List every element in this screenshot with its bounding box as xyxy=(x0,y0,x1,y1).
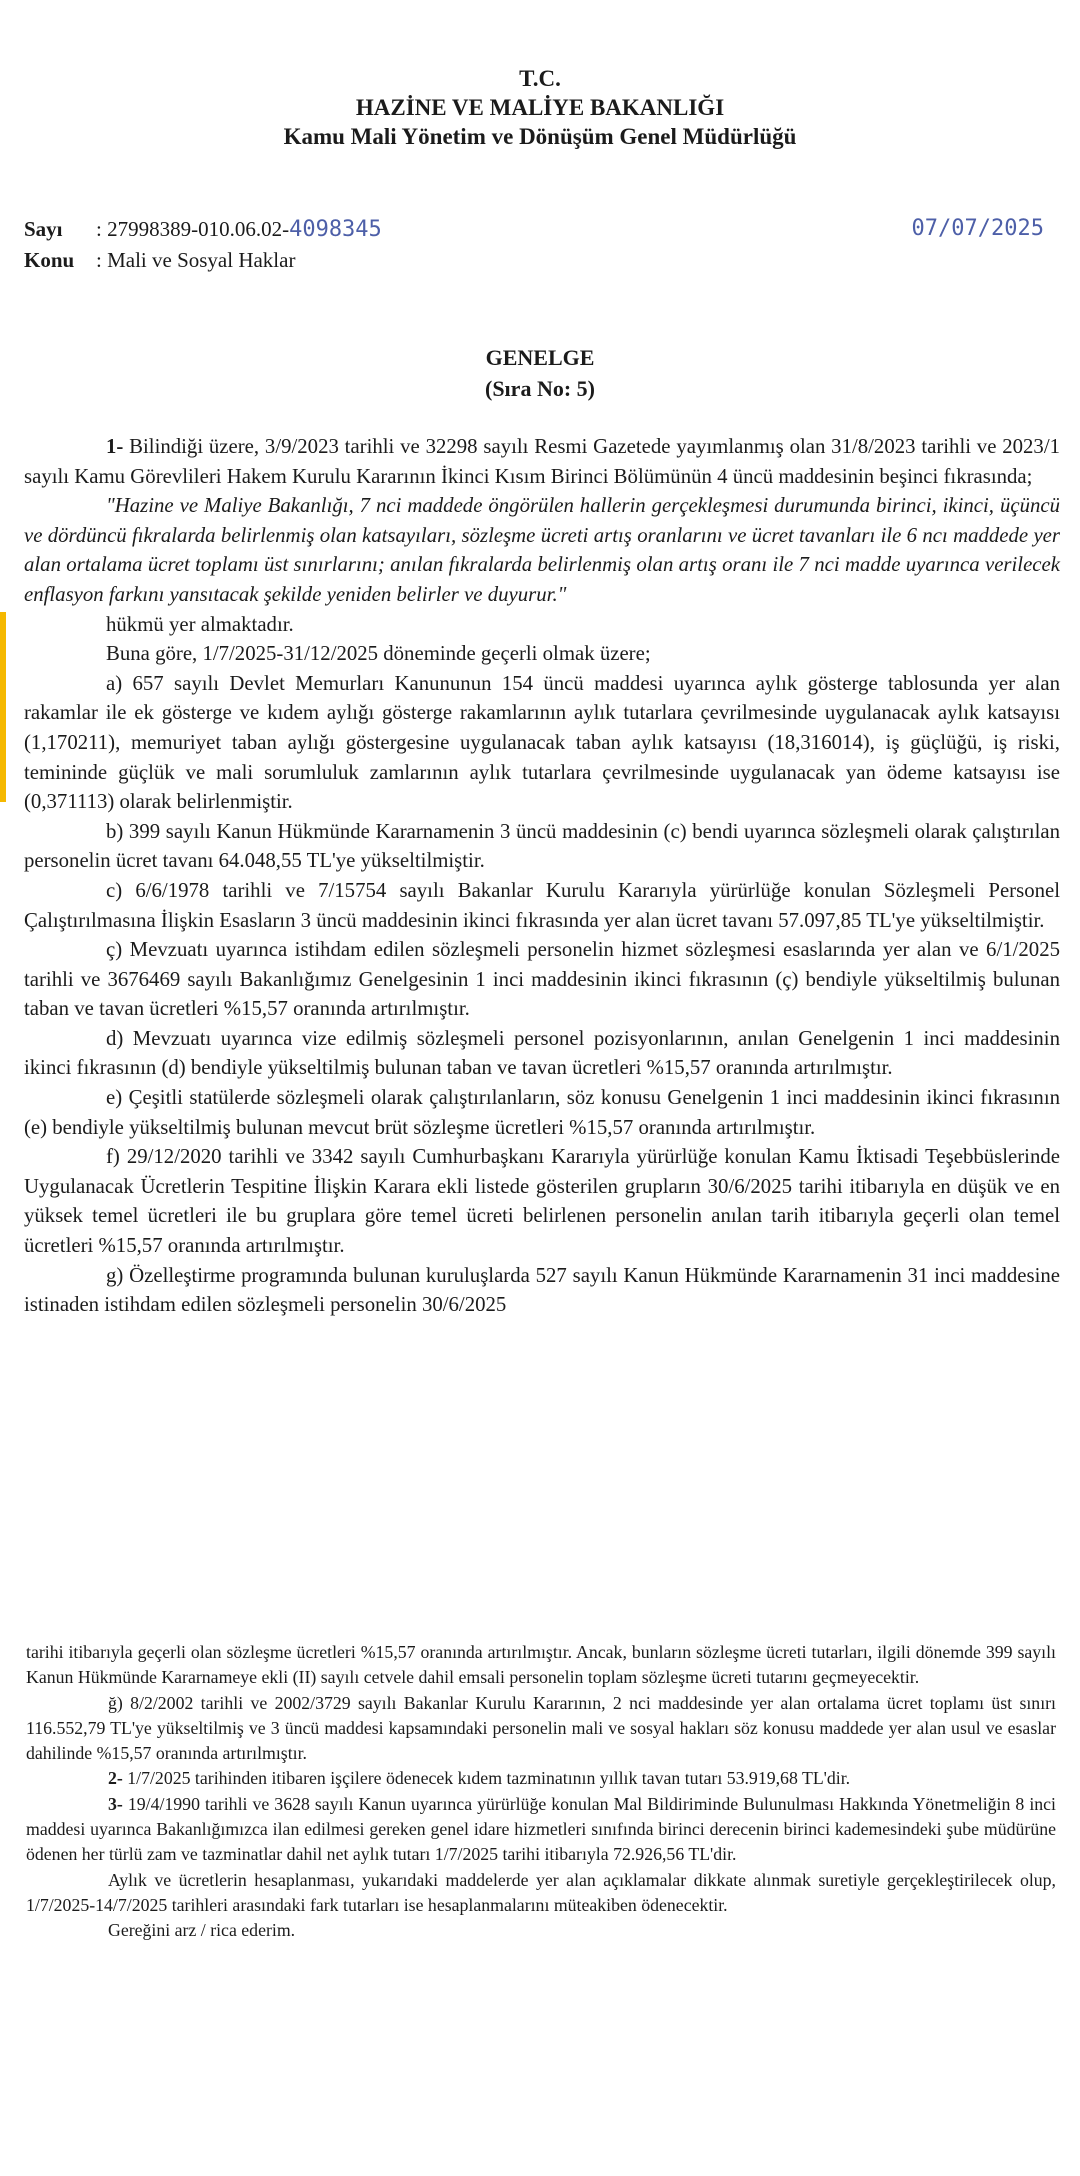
clause-g-continued: tarihi itibarıyla geçerli olan sözleşme ücretleri %15,57 oranında artırılmıştır. Ancak, bunların sözleşme ücreti tutarları, ilgili dönemde 399 sayılı Kanun Hükmünde Kararnameye ekli (II) sayılı cetvele dahil emsali personelin toplam sözleşme ücreti tutarını geçmeyecektir. xyxy=(26,1642,1056,1688)
closing-line: Gereğini arz / rica ederim. xyxy=(108,1920,296,1941)
konu-label: Konu xyxy=(24,248,75,272)
title-sub: (Sıra No: 5) xyxy=(485,376,595,401)
clause-e: e) Çeşitli statülerde sözleşmeli olarak çalıştırılanların, söz konusu Genelgenin 1 inci maddesinin ikinci fıkrasının (e) bendiyle yükseltilmiş bulunan mevcut brüt sözleşme ücretleri %15,57 oranında artırılmıştır. xyxy=(24,1086,1060,1139)
body-section-2 xyxy=(26,1640,1056,1944)
clause-a: a) 657 sayılı Devlet Memurları Kanununun 154 üncü maddesi uyarınca aylık gösterge tablosunda yer alan rakamlar ile ek gösterge ve kıdem aylığı gösterge rakamlarının aylık tutarlara çevrilmesinde uygulanacak aylık katsayısı (1,170211), memuriyet taban aylığı göstergesine uygulanacak taban aylık katsayısı (18,316014), iş güçlüğü, iş riski, temininde güçlük ve mali sorumluluk zamlarının aylık tutarlara çevrilmesinde uygulanacak yan ödeme katsayısı ise (0,371113) olarak belirlenmiştir. xyxy=(24,671,1060,814)
body-section-1 xyxy=(24,432,1060,1320)
clause-f: f) 29/12/2020 tarihli ve 3342 sayılı Cumhurbaşkanı Kararıyla yürürlüğe konulan Kamu İktisadi Teşebbüslerinde Uygulanacak Ücretlerin Tespitine İlişkin Karara ekli listede gösterilen grupların 30/6/2025 tarihi itibarıyla en düşük ve en yüksek temel ücretleri ile bu gruplara göre temel ücreti belirlenen personelin anılan tarih itibarıyla geçerli olan temel ücretleri %15,57 oranında artırılmıştır. xyxy=(24,1145,1060,1258)
paragraph-buna-gore: Buna göre, 1/7/2025-31/12/2025 döneminde geçerli olmak üzere; xyxy=(106,642,651,666)
clause-c-cedilla: ç) Mevzuatı uyarınca istihdam edilen sözleşmeli personelin hizmet sözleşmesi esaslarında yer alan ve 6/1/2025 tarihli ve 3676469 sayılı Bakanlığımız Genelgesinin 1 inci maddesinin ikinci fıkrasının (ç) bendiyle yükseltilmiş bulunan taban ve tavan ücretleri %15,57 oranında artırılmıştır. xyxy=(24,938,1060,1021)
clause-b: b) 399 sayılı Kanun Hükmünde Kararnamenin 3 üncü maddesinin (c) bendi uyarınca sözleşmeli olarak çalıştırılan personelin ücret tavanı 64.048,55 TL'ye yükseltilmiştir. xyxy=(24,819,1060,873)
paragraph-hukmu: hükmü yer almaktadır. xyxy=(106,612,294,636)
item-number-3: 3- xyxy=(108,1793,123,1814)
paragraph-aylik: Aylık ve ücretlerin hesaplanması, yukarıdaki maddelerde yer alan açıklamalar dikkate alınmak suretiyle gerçekleştirilecek olup, 1/7/2025-14/7/2025 tarihleri arasındaki fark tutarları ise hesaplanmalarını müteakiben ödenecektir. xyxy=(26,1869,1056,1915)
sayi-row xyxy=(24,214,1044,245)
clause-c: c) 6/6/1978 tarihli ve 7/15754 sayılı Bakanlar Kurulu Kararıyla yürürlüğe konulan Sözleşmeli Personel Çalıştırılmasına İlişkin Esasların 3 üncü maddesinin ikinci fıkrasında yer alan ücret tavanı 57.097,85 TL'ye yükseltilmiştir. xyxy=(24,878,1060,932)
quoted-provision: "Hazine ve Maliye Bakanlığı, 7 nci maddede öngörülen hallerin gerçekleşmesi durumunda birinci, ikinci, üçüncü ve dördüncü fıkralarda belirlenmiş olan katsayıları, sözleşme ücreti artış oranlarını ve ücret tavanları ile 6 ncı maddede yer alan ortalama ücret toplamı üst sınırlarını; anılan fıkralarda belirlenmiş olan artış oranı ile 7 nci madde uyarınca verilecek enflasyon farkını yansıtacak şekilde yeniden belirler ve duyurur." xyxy=(24,494,1060,606)
document-title xyxy=(0,342,1080,404)
letterhead xyxy=(0,64,1080,151)
document-meta xyxy=(24,214,1044,275)
yellow-margin-mark xyxy=(0,612,6,802)
item-number-1: 1- xyxy=(106,435,124,458)
header-directorate: Kamu Mali Yönetim ve Dönüşüm Genel Müdürlüğü xyxy=(283,124,797,149)
sayi-handwritten-number: 4098345 xyxy=(289,217,382,242)
item-number-2: 2- xyxy=(108,1768,123,1789)
paragraph-1: 1- Bilindiği üzere, 3/9/2023 tarihli ve 32298 sayılı Resmi Gazetede yayımlanmış olan 31/8/2023 tarihli ve 2023/1 sayılı Kamu Görevlileri Hakem Kurulu Kararının İkinci Kısım Birinci Bölümünün 4 üncü maddesinin beşinci fıkrasında; xyxy=(24,435,1061,488)
header-country: T.C. xyxy=(519,66,561,91)
paragraph-2: 2- 1/7/2025 tarihinden itibaren işçilere ödenecek kıdem tazminatının yıllık tavan tutarı 53.919,68 TL'dir. xyxy=(108,1768,851,1789)
clause-g: g) Özelleştirme programında bulunan kuruluşlarda 527 sayılı Kanun Hükmünde Kararnamenin 31 inci maddesine istinaden istihdam edilen sözleşmeli personelin 30/6/2025 xyxy=(24,1263,1060,1317)
konu-value: : Mali ve Sosyal Haklar xyxy=(96,248,296,272)
header-ministry: HAZİNE VE MALİYE BAKANLIĞI xyxy=(355,95,725,120)
konu-row xyxy=(24,245,1044,275)
clause-d: d) Mevzuatı uyarınca vize edilmiş sözleşmeli personel pozisyonlarının, anılan Genelgenin 1 inci maddesinin ikinci fıkrasının (d) bendiyle yükseltilmiş bulunan taban ve tavan ücretleri %15,57 oranında artırılmıştır. xyxy=(24,1026,1060,1080)
sayi-value: : 27998389-010.06.02- xyxy=(96,217,290,241)
clause-g-breve: ğ) 8/2/2002 tarihli ve 2002/3729 sayılı Bakanlar Kurulu Kararının, 2 nci maddesinde yer alan ortalama ücret toplamı üst sınırı 116.552,79 TL'ye yükseltilmiş ve 3 üncü maddesi kapsamındaki personelin mali ve sosyal hakları söz konusu maddede yer alan usul ve esaslar dahilinde %15,57 oranında artırılmıştır. xyxy=(26,1692,1056,1764)
title-main: GENELGE xyxy=(485,345,595,370)
sayi-label: Sayı xyxy=(24,217,63,241)
paragraph-3: 3- 19/4/1990 tarihli ve 3628 sayılı Kanun uyarınca yürürlüğe konulan Mal Bildiriminde Bulunulması Hakkında Yönetmeliğin 8 inci maddesi uyarınca Bakanlığımızca ilan edilmesi gereken genel idare hizmetleri sınıfında birinci derecenin birinci kademesindeki şube müdürüne ödenen her türlü zam ve tazminatlar dahil net aylık tutarı 1/7/2025 tarihi itibarıyla 72.926,56 TL'dir. xyxy=(26,1793,1056,1865)
document-date: 07/07/2025 xyxy=(911,216,1044,241)
